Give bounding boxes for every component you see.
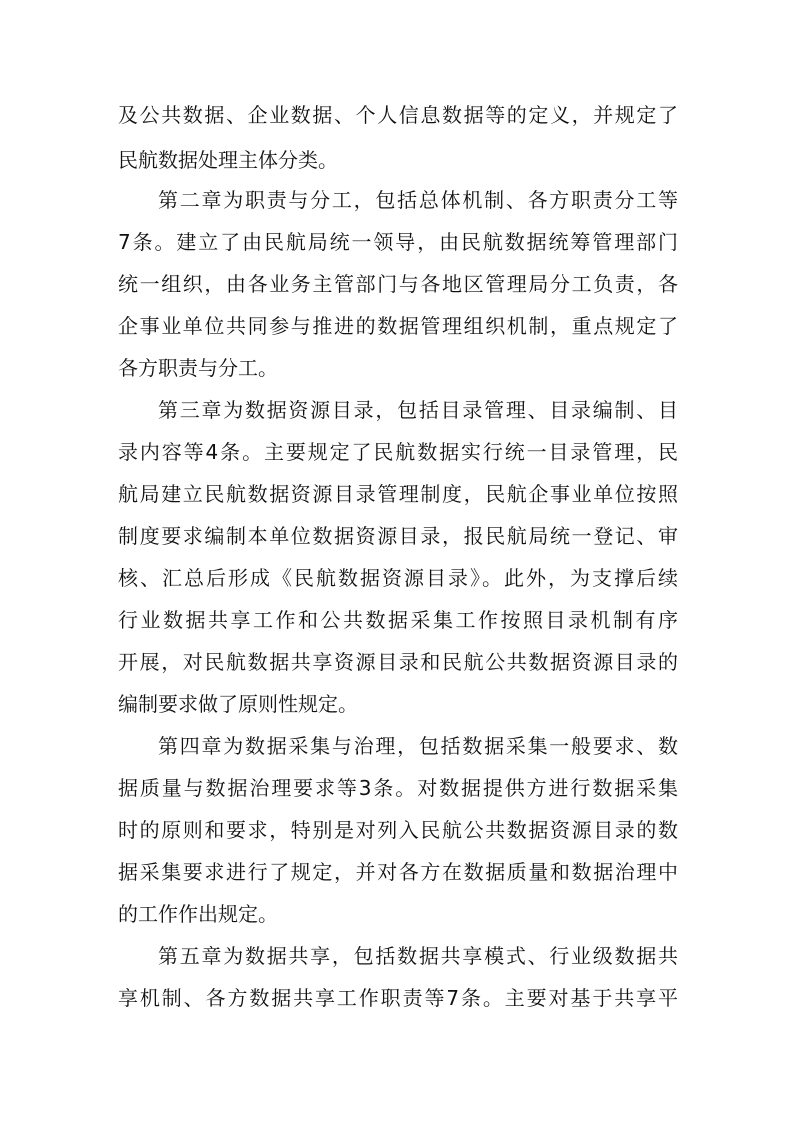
text-line-5: 统一组织，由各业务主管部门与各地区管理局分工负责，各 [118, 272, 678, 296]
text-line-21: 第五章为数据共享，包括数据共享模式、行业级数据共 [158, 944, 678, 968]
text-line-12: 核、汇总后形成《民航数据资源目录》。此外，为支撑后续 [118, 566, 678, 590]
text-line-7: 各方职责与分工。 [118, 356, 278, 380]
text-line-17: 据质量与数据治理要求等3条。对数据提供方进行数据采集 [118, 776, 678, 800]
text-line-1: 及公共数据、企业数据、个人信息数据等的定义，并规定了 [118, 103, 678, 127]
text-line-2: 民航数据处理主体分类。 [118, 148, 338, 172]
text-line-9: 录内容等4条。主要规定了民航数据实行统一目录管理，民 [118, 440, 678, 464]
text-line-14: 开展，对民航数据共享资源目录和民航公共数据资源目录的 [118, 650, 678, 674]
text-line-11: 制度要求编制本单位数据资源目录，报民航局统一登记、审 [118, 524, 678, 548]
text-line-4: 7条。建立了由民航局统一领导，由民航数据统筹管理部门 [118, 230, 678, 254]
text-line-19: 据采集要求进行了规定，并对各方在数据质量和数据治理中 [118, 860, 678, 884]
text-line-8: 第三章为数据资源目录，包括目录管理、目录编制、目 [158, 398, 678, 422]
text-line-3: 第二章为职责与分工，包括总体机制、各方职责分工等 [158, 188, 678, 212]
text-line-20: 的工作作出规定。 [118, 902, 278, 926]
text-line-6: 企事业单位共同参与推进的数据管理组织机制，重点规定了 [118, 314, 678, 338]
text-line-18: 时的原则和要求，特别是对列入民航公共数据资源目录的数 [118, 818, 678, 842]
text-line-15: 编制要求做了原则性规定。 [118, 692, 358, 716]
text-line-10: 航局建立民航数据资源目录管理制度，民航企事业单位按照 [118, 482, 678, 506]
text-line-22: 享机制、各方数据共享工作职责等7条。主要对基于共享平 [118, 986, 678, 1010]
text-line-16: 第四章为数据采集与治理，包括数据采集一般要求、数 [158, 734, 678, 758]
text-line-13: 行业数据共享工作和公共数据采集工作按照目录机制有序 [118, 608, 678, 632]
